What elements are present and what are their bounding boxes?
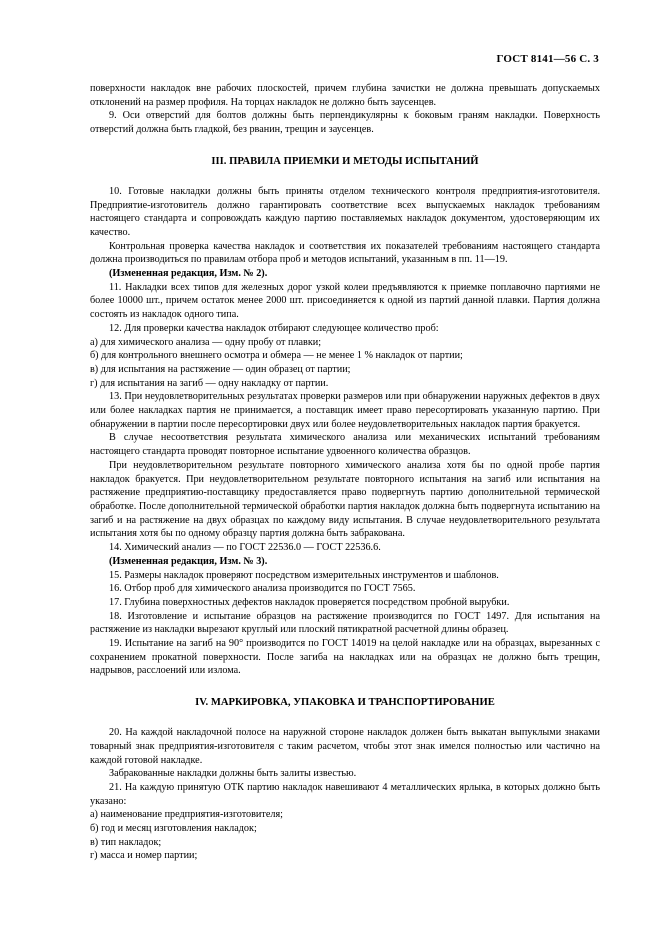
amendment-note-2: (Измененная редакция, Изм. № 2). — [109, 268, 268, 280]
paragraph-16: 16. Отбор проб для химического анализа производится по ГОСТ 7565. — [109, 583, 416, 595]
paragraph-10: 10. Готовые накладки должны быть приняты отделом технического контроля предприятия-изготовителя. Предприятие-изготовитель должно гарантировать соответствие всех выпускаемых накладок требованиям настоящего стандарта и сопровождать каждую партию поставляемых накладок документом, удостоверяющим их качество. — [90, 185, 600, 238]
paragraph-rejected: Забракованные накладки должны быть залиты известью. — [109, 768, 357, 780]
paragraph-repeat-test: При неудовлетворительном результате повторного химического анализа хотя бы по одной пробе партия накладок бракуется. При неудовлетворительном результате повторного испытания на загиб или испытания на растяжение предприятию-поставщику предоставляется право подвергнуть партию дополнительной термической обработке. После дополнительной термической обработки партия накладок должна быть подвергнута испытанию на загиб и на растяжение на двух образцах по каждому виду испытания. В случае неудовлетворительного результата испытания хотя бы по одному образцу партия должна быть забракована. — [90, 459, 600, 540]
section-3-title: III. ПРАВИЛА ПРИЕМКИ И МЕТОДЫ ИСПЫТАНИЙ — [211, 155, 479, 167]
paragraph-11: 11. Накладки всех типов для железных дорог узкой колеи предъявляются к приемке поплавочно партиями не более 10000 шт., причем остаток менее 2000 шт. присоединяется к одной из партий данной плавки. Партия должна состоять из накладок одного типа. — [90, 281, 600, 321]
paragraph-13: 13. При неудовлетворительных результатах проверки размеров или при обнаружении наружных дефектов в двух или более накладках партия не принимается, а поставщик имеет право пересортировать указанную партию. При обнаружении в партии после пересортировки двух или более неудовлетворительных накладок партия бракуется. — [90, 391, 600, 430]
paragraph-17: 17. Глубина поверхностных дефектов накладок проверяется посредством пробной вырубки. — [109, 596, 510, 608]
tag-item-v: в) тип накладок; — [90, 836, 162, 848]
amendment-note-3: (Измененная редакция, Изм. № 3). — [109, 555, 268, 567]
list-item-g: г) для испытания на загиб — одну накладку от партии. — [90, 377, 329, 389]
paragraph-15: 15. Размеры накладок проверяют посредством измерительных инструментов и шаблонов. — [109, 569, 499, 581]
paragraph-19: 19. Испытание на загиб на 90° производится по ГОСТ 14019 на целой накладке или на образцах, вырезанных с сохранением прокатной поверхности. После загиба на накладках или на образцах не должно быть трещин, надрывов, расслоений или излома. — [90, 638, 600, 677]
tag-item-g: г) масса и номер партии; — [90, 850, 198, 862]
paragraph-9: 9. Оси отверстий для болтов должны быть перпендикулярны к боковым граням накладки. Поверхность отверстий должна быть гладкой, без рванин, трещин и заусенцев. — [90, 110, 600, 136]
paragraph-continuation: поверхности накладок вне рабочих плоскостей, причем глубина зачистки не должна превышать допускаемых отклонений на размер профиля. На торцах накладок не должно быть заусенцев. — [90, 83, 600, 108]
paragraph-21: 21. На каждую принятую ОТК партию накладок навешивают 4 металлических ярлыка, в которых должно быть указано: — [90, 781, 600, 807]
paragraph-14: 14. Химический анализ — по ГОСТ 22536.0 — ГОСТ 22536.6. — [109, 542, 381, 554]
paragraph-nonconformity: В случае несоответствия результата химического анализа или механических испытаний требованиям настоящего стандарта проводят повторное испытание удвоенного количества образцов. — [90, 432, 600, 458]
paragraph-20: 20. На каждой накладочной полосе на наружной стороне накладок должен быть выкатан выпуклыми знаками товарный знак предприятия-изготовителя с таким расчетом, чтобы этот знак имелся полностью или частично на каждой готовой накладке. — [90, 727, 600, 766]
paragraph-12: 12. Для проверки качества накладок отбирают следующее количество проб: — [109, 322, 439, 334]
page-header: ГОСТ 8141—56 С. 3 — [496, 53, 599, 65]
paragraph-control-check: Контрольная проверка качества накладок и соответствия их показателей требованиям настоящего стандарта должна производиться по правилам отбора проб и методов испытаний, указанным в пп. 11—19. — [90, 240, 600, 266]
tag-item-b: б) год и месяц изготовления накладок; — [90, 823, 257, 835]
paragraph-18: 18. Изготовление и испытание образцов на растяжение производится по ГОСТ 1497. Для испытания на растяжение из накладки вырезают круглый или плоский пятикратной расчетной длины образец. — [90, 610, 600, 636]
list-item-a: а) для химического анализа — одну пробу от плавки; — [90, 336, 322, 348]
section-4-title: IV. МАРКИРОВКА, УПАКОВКА И ТРАНСПОРТИРОВАНИЕ — [195, 697, 495, 709]
tag-item-a: а) наименование предприятия-изготовителя; — [90, 809, 283, 821]
list-item-b: б) для контрольного внешнего осмотра и обмера — не менее 1 % накладок от партии; — [90, 350, 463, 362]
document-body — [90, 82, 600, 863]
list-item-v: в) для испытания на растяжение — один образец от партии; — [90, 363, 351, 375]
